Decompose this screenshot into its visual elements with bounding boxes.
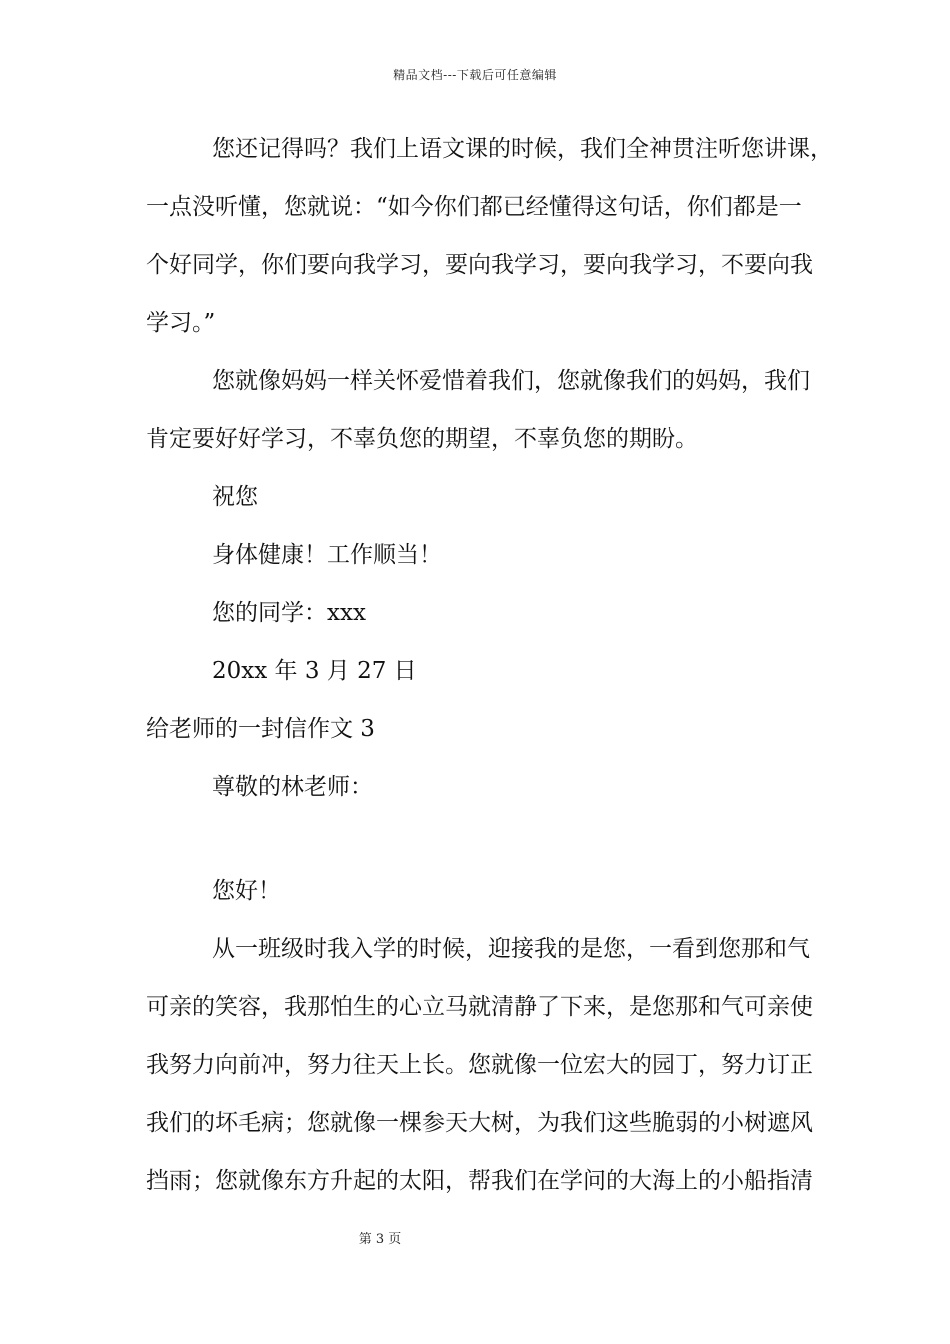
- letter-date: 20xx 年 3 月 27 日: [212, 658, 417, 684]
- closing-wish: 祝您: [212, 484, 258, 510]
- closing-blessing: 身体健康！工作顺当！: [212, 542, 442, 568]
- paragraph-line: 肯定要好好学习，不辜负您的期望，不辜负您的期盼。: [146, 426, 698, 452]
- salutation: 尊敬的林老师：: [212, 774, 373, 800]
- page-header: 精品文档---下载后可任意编辑: [393, 68, 557, 82]
- signature: 您的同学：xxx: [212, 600, 366, 626]
- paragraph-line: 个好同学，你们要向我学习，要向我学习，要向我学习，不要向我: [146, 252, 813, 278]
- section-title: 给老师的一封信作文 3: [146, 716, 375, 742]
- paragraph-line: 挡雨；您就像东方升起的太阳，帮我们在学问的大海上的小船指清: [146, 1168, 813, 1194]
- paragraph-line: 从一班级时我入学的时候，迎接我的是您，一看到您那和气: [212, 936, 810, 962]
- paragraph-line: 一点没听懂，您就说：“如今你们都已经懂得这句话，你们都是一: [146, 194, 802, 220]
- paragraph-line: 我努力向前冲，努力往天上长。您就像一位宏大的园丁，努力订正: [146, 1052, 813, 1078]
- letter-body: [146, 120, 836, 1220]
- paragraph-line: 您就像妈妈一样关怀爱惜着我们，您就像我们的妈妈，我们: [212, 368, 810, 394]
- paragraph-line: 我们的坏毛病；您就像一棵参天大树，为我们这些脆弱的小树遮风: [146, 1110, 813, 1136]
- paragraph-line: 可亲的笑容，我那怕生的心立马就清静了下来，是您那和气可亲使: [146, 994, 813, 1020]
- page-number: 第 3 页: [358, 1232, 402, 1247]
- paragraph-line: 学习。”: [146, 310, 216, 336]
- paragraph-line: 您还记得吗？我们上语文课的时候，我们全神贯注听您讲课，: [212, 136, 833, 162]
- greeting: 您好！: [212, 878, 281, 904]
